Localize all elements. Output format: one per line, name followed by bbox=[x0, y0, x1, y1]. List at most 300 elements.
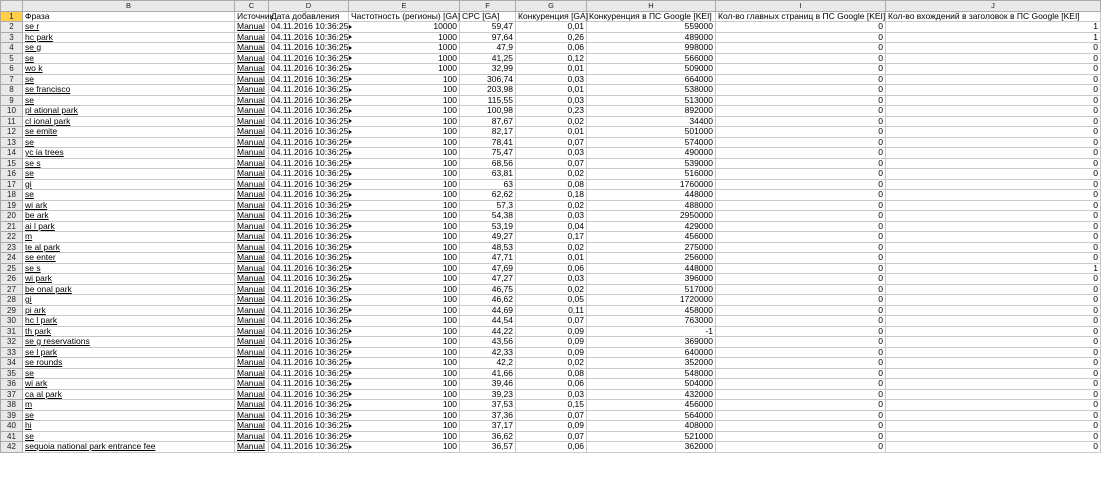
frequency-cell[interactable]: 100 bbox=[349, 148, 460, 159]
phrase-cell[interactable]: te al park bbox=[23, 242, 235, 253]
date-cell[interactable]: 04.11.2016 10:36:25 bbox=[269, 85, 349, 96]
source-cell[interactable]: Manual bbox=[235, 431, 269, 442]
frequency-cell[interactable]: 100 bbox=[349, 284, 460, 295]
date-cell[interactable]: 04.11.2016 10:36:25 bbox=[269, 421, 349, 432]
main-pages-cell[interactable]: 0 bbox=[716, 421, 886, 432]
google-competition-cell[interactable]: 539000 bbox=[587, 158, 716, 169]
phrase-cell[interactable]: se g bbox=[23, 43, 235, 54]
competition-cell[interactable]: 0,15 bbox=[516, 400, 587, 411]
frequency-cell[interactable]: 100 bbox=[349, 316, 460, 327]
title-occurrences-cell[interactable]: 0 bbox=[886, 358, 1101, 369]
title-occurrences-cell[interactable]: 0 bbox=[886, 316, 1101, 327]
column-header-i[interactable]: I bbox=[716, 1, 886, 12]
source-cell[interactable]: Manual bbox=[235, 53, 269, 64]
competition-cell[interactable]: 0,01 bbox=[516, 85, 587, 96]
title-occurrences-cell[interactable]: 0 bbox=[886, 400, 1101, 411]
cpc-cell[interactable]: 62,62 bbox=[460, 190, 516, 201]
row-number[interactable]: 40 bbox=[1, 421, 23, 432]
cpc-cell[interactable]: 63,81 bbox=[460, 169, 516, 180]
competition-cell[interactable]: 0,02 bbox=[516, 200, 587, 211]
cpc-cell[interactable]: 44,69 bbox=[460, 305, 516, 316]
main-pages-cell[interactable]: 0 bbox=[716, 326, 886, 337]
frequency-cell[interactable]: 1000 bbox=[349, 43, 460, 54]
date-cell[interactable]: 04.11.2016 10:36:25 bbox=[269, 347, 349, 358]
title-occurrences-cell[interactable]: 0 bbox=[886, 158, 1101, 169]
row-number[interactable]: 15 bbox=[1, 158, 23, 169]
frequency-cell[interactable]: 10000 bbox=[349, 22, 460, 33]
row-number[interactable]: 8 bbox=[1, 85, 23, 96]
frequency-cell[interactable]: 100 bbox=[349, 158, 460, 169]
phrase-cell[interactable]: wo k bbox=[23, 64, 235, 75]
row-number[interactable]: 7 bbox=[1, 74, 23, 85]
phrase-cell[interactable]: pl ational park bbox=[23, 106, 235, 117]
phrase-cell[interactable]: be ark bbox=[23, 211, 235, 222]
google-competition-cell[interactable]: 559000 bbox=[587, 22, 716, 33]
phrase-cell[interactable]: wi park bbox=[23, 274, 235, 285]
frequency-cell[interactable]: 100 bbox=[349, 74, 460, 85]
date-cell[interactable]: 04.11.2016 10:36:25 bbox=[269, 389, 349, 400]
frequency-cell[interactable]: 100 bbox=[349, 127, 460, 138]
cpc-cell[interactable]: 36,57 bbox=[460, 442, 516, 453]
google-competition-cell[interactable]: 432000 bbox=[587, 389, 716, 400]
google-competition-cell[interactable]: 548000 bbox=[587, 368, 716, 379]
frequency-cell[interactable]: 100 bbox=[349, 190, 460, 201]
title-occurrences-cell[interactable]: 0 bbox=[886, 43, 1101, 54]
column-header-b[interactable]: B bbox=[23, 1, 235, 12]
row-number[interactable]: 27 bbox=[1, 284, 23, 295]
google-competition-cell[interactable]: -1 bbox=[587, 326, 716, 337]
google-competition-cell[interactable]: 490000 bbox=[587, 148, 716, 159]
competition-cell[interactable]: 0,07 bbox=[516, 410, 587, 421]
phrase-cell[interactable]: se bbox=[23, 169, 235, 180]
row-number[interactable]: 34 bbox=[1, 358, 23, 369]
cpc-cell[interactable]: 57,3 bbox=[460, 200, 516, 211]
source-cell[interactable]: Manual bbox=[235, 295, 269, 306]
phrase-cell[interactable]: se rounds bbox=[23, 358, 235, 369]
source-cell[interactable]: Manual bbox=[235, 326, 269, 337]
column-header-g[interactable]: G bbox=[516, 1, 587, 12]
column-header-j[interactable]: J bbox=[886, 1, 1101, 12]
frequency-cell[interactable]: 1000 bbox=[349, 64, 460, 75]
row-number[interactable]: 25 bbox=[1, 263, 23, 274]
frequency-cell[interactable]: 100 bbox=[349, 95, 460, 106]
phrase-cell[interactable]: se francisco bbox=[23, 85, 235, 96]
frequency-cell[interactable]: 100 bbox=[349, 85, 460, 96]
title-occurrences-cell[interactable]: 0 bbox=[886, 64, 1101, 75]
competition-cell[interactable]: 0,02 bbox=[516, 169, 587, 180]
title-occurrences-cell[interactable]: 0 bbox=[886, 389, 1101, 400]
date-cell[interactable]: 04.11.2016 10:36:25 bbox=[269, 326, 349, 337]
row-number[interactable]: 35 bbox=[1, 368, 23, 379]
google-competition-cell[interactable]: 1720000 bbox=[587, 295, 716, 306]
google-competition-cell[interactable]: 369000 bbox=[587, 337, 716, 348]
date-cell[interactable]: 04.11.2016 10:36:25 bbox=[269, 221, 349, 232]
google-competition-cell[interactable]: 513000 bbox=[587, 95, 716, 106]
header-cell-frequency[interactable]: Частотность (регионы) [GA] bbox=[349, 11, 460, 22]
google-competition-cell[interactable]: 256000 bbox=[587, 253, 716, 264]
main-pages-cell[interactable]: 0 bbox=[716, 137, 886, 148]
main-pages-cell[interactable]: 0 bbox=[716, 232, 886, 243]
main-pages-cell[interactable]: 0 bbox=[716, 431, 886, 442]
title-occurrences-cell[interactable]: 0 bbox=[886, 379, 1101, 390]
date-cell[interactable]: 04.11.2016 10:36:25 bbox=[269, 179, 349, 190]
cpc-cell[interactable]: 54,38 bbox=[460, 211, 516, 222]
cpc-cell[interactable]: 42,33 bbox=[460, 347, 516, 358]
cpc-cell[interactable]: 115,55 bbox=[460, 95, 516, 106]
main-pages-cell[interactable]: 0 bbox=[716, 211, 886, 222]
row-number[interactable]: 41 bbox=[1, 431, 23, 442]
phrase-cell[interactable]: se bbox=[23, 95, 235, 106]
source-cell[interactable]: Manual bbox=[235, 410, 269, 421]
main-pages-cell[interactable]: 0 bbox=[716, 32, 886, 43]
row-number[interactable]: 12 bbox=[1, 127, 23, 138]
title-occurrences-cell[interactable]: 0 bbox=[886, 211, 1101, 222]
date-cell[interactable]: 04.11.2016 10:36:25 bbox=[269, 274, 349, 285]
google-competition-cell[interactable]: 640000 bbox=[587, 347, 716, 358]
main-pages-cell[interactable]: 0 bbox=[716, 400, 886, 411]
row-number[interactable]: 4 bbox=[1, 43, 23, 54]
date-cell[interactable]: 04.11.2016 10:36:25 bbox=[269, 316, 349, 327]
title-occurrences-cell[interactable]: 0 bbox=[886, 242, 1101, 253]
row-number[interactable]: 18 bbox=[1, 190, 23, 201]
main-pages-cell[interactable]: 0 bbox=[716, 389, 886, 400]
frequency-cell[interactable]: 100 bbox=[349, 274, 460, 285]
title-occurrences-cell[interactable]: 0 bbox=[886, 106, 1101, 117]
google-competition-cell[interactable]: 456000 bbox=[587, 232, 716, 243]
source-cell[interactable]: Manual bbox=[235, 400, 269, 411]
main-pages-cell[interactable]: 0 bbox=[716, 410, 886, 421]
title-occurrences-cell[interactable]: 0 bbox=[886, 200, 1101, 211]
source-cell[interactable]: Manual bbox=[235, 64, 269, 75]
main-pages-cell[interactable]: 0 bbox=[716, 190, 886, 201]
phrase-cell[interactable]: se bbox=[23, 410, 235, 421]
row-number[interactable]: 1 bbox=[1, 11, 23, 22]
cpc-cell[interactable]: 36,62 bbox=[460, 431, 516, 442]
row-number[interactable]: 16 bbox=[1, 169, 23, 180]
main-pages-cell[interactable]: 0 bbox=[716, 74, 886, 85]
cpc-cell[interactable]: 49,27 bbox=[460, 232, 516, 243]
source-cell[interactable]: Manual bbox=[235, 95, 269, 106]
source-cell[interactable]: Manual bbox=[235, 284, 269, 295]
competition-cell[interactable]: 0,09 bbox=[516, 326, 587, 337]
date-cell[interactable]: 04.11.2016 10:36:25 bbox=[269, 74, 349, 85]
main-pages-cell[interactable]: 0 bbox=[716, 305, 886, 316]
google-competition-cell[interactable]: 448000 bbox=[587, 190, 716, 201]
header-cell-cpc[interactable]: CPC [GA] bbox=[460, 11, 516, 22]
frequency-cell[interactable]: 100 bbox=[349, 232, 460, 243]
phrase-cell[interactable]: se bbox=[23, 74, 235, 85]
source-cell[interactable]: Manual bbox=[235, 379, 269, 390]
frequency-cell[interactable]: 1000 bbox=[349, 32, 460, 43]
row-number[interactable]: 42 bbox=[1, 442, 23, 453]
phrase-cell[interactable]: gi bbox=[23, 179, 235, 190]
main-pages-cell[interactable]: 0 bbox=[716, 368, 886, 379]
google-competition-cell[interactable]: 2950000 bbox=[587, 211, 716, 222]
google-competition-cell[interactable]: 566000 bbox=[587, 53, 716, 64]
frequency-cell[interactable]: 100 bbox=[349, 389, 460, 400]
date-cell[interactable]: 04.11.2016 10:36:25 bbox=[269, 263, 349, 274]
cpc-cell[interactable]: 82,17 bbox=[460, 127, 516, 138]
frequency-cell[interactable]: 100 bbox=[349, 431, 460, 442]
title-occurrences-cell[interactable]: 0 bbox=[886, 137, 1101, 148]
main-pages-cell[interactable]: 0 bbox=[716, 53, 886, 64]
source-cell[interactable]: Manual bbox=[235, 116, 269, 127]
competition-cell[interactable]: 0,12 bbox=[516, 53, 587, 64]
main-pages-cell[interactable]: 0 bbox=[716, 221, 886, 232]
cpc-cell[interactable]: 47,71 bbox=[460, 253, 516, 264]
frequency-cell[interactable]: 100 bbox=[349, 137, 460, 148]
title-occurrences-cell[interactable]: 0 bbox=[886, 431, 1101, 442]
main-pages-cell[interactable]: 0 bbox=[716, 295, 886, 306]
phrase-cell[interactable]: hi bbox=[23, 421, 235, 432]
google-competition-cell[interactable]: 1760000 bbox=[587, 179, 716, 190]
competition-cell[interactable]: 0,09 bbox=[516, 337, 587, 348]
row-number[interactable]: 23 bbox=[1, 242, 23, 253]
phrase-cell[interactable]: se r bbox=[23, 22, 235, 33]
cpc-cell[interactable]: 306,74 bbox=[460, 74, 516, 85]
competition-cell[interactable]: 0,06 bbox=[516, 43, 587, 54]
select-all-corner[interactable] bbox=[1, 1, 23, 12]
date-cell[interactable]: 04.11.2016 10:36:25 bbox=[269, 284, 349, 295]
title-occurrences-cell[interactable]: 0 bbox=[886, 221, 1101, 232]
competition-cell[interactable]: 0,05 bbox=[516, 295, 587, 306]
row-number[interactable]: 36 bbox=[1, 379, 23, 390]
date-cell[interactable]: 04.11.2016 10:36:25 bbox=[269, 32, 349, 43]
date-cell[interactable]: 04.11.2016 10:36:25 bbox=[269, 431, 349, 442]
main-pages-cell[interactable]: 0 bbox=[716, 64, 886, 75]
source-cell[interactable]: Manual bbox=[235, 200, 269, 211]
date-cell[interactable]: 04.11.2016 10:36:25 bbox=[269, 95, 349, 106]
cpc-cell[interactable]: 203,98 bbox=[460, 85, 516, 96]
header-cell-date[interactable]: Дата добавления bbox=[269, 11, 349, 22]
date-cell[interactable]: 04.11.2016 10:36:25 bbox=[269, 442, 349, 453]
title-occurrences-cell[interactable]: 0 bbox=[886, 95, 1101, 106]
competition-cell[interactable]: 0,03 bbox=[516, 74, 587, 85]
title-occurrences-cell[interactable]: 0 bbox=[886, 368, 1101, 379]
source-cell[interactable]: Manual bbox=[235, 242, 269, 253]
frequency-cell[interactable]: 100 bbox=[349, 358, 460, 369]
competition-cell[interactable]: 0,02 bbox=[516, 358, 587, 369]
title-occurrences-cell[interactable]: 0 bbox=[886, 284, 1101, 295]
main-pages-cell[interactable]: 0 bbox=[716, 347, 886, 358]
main-pages-cell[interactable]: 0 bbox=[716, 22, 886, 33]
date-cell[interactable]: 04.11.2016 10:36:25 bbox=[269, 400, 349, 411]
phrase-cell[interactable]: ai l park bbox=[23, 221, 235, 232]
cpc-cell[interactable]: 41,25 bbox=[460, 53, 516, 64]
frequency-cell[interactable]: 100 bbox=[349, 368, 460, 379]
frequency-cell[interactable]: 100 bbox=[349, 347, 460, 358]
row-number[interactable]: 6 bbox=[1, 64, 23, 75]
title-occurrences-cell[interactable]: 0 bbox=[886, 127, 1101, 138]
title-occurrences-cell[interactable]: 0 bbox=[886, 74, 1101, 85]
column-header-e[interactable]: E bbox=[349, 1, 460, 12]
competition-cell[interactable]: 0,01 bbox=[516, 22, 587, 33]
source-cell[interactable]: Manual bbox=[235, 211, 269, 222]
date-cell[interactable]: 04.11.2016 10:36:25 bbox=[269, 410, 349, 421]
frequency-cell[interactable]: 100 bbox=[349, 116, 460, 127]
date-cell[interactable]: 04.11.2016 10:36:25 bbox=[269, 200, 349, 211]
competition-cell[interactable]: 0,03 bbox=[516, 274, 587, 285]
title-occurrences-cell[interactable]: 0 bbox=[886, 169, 1101, 180]
competition-cell[interactable]: 0,04 bbox=[516, 221, 587, 232]
frequency-cell[interactable]: 100 bbox=[349, 379, 460, 390]
title-occurrences-cell[interactable]: 0 bbox=[886, 326, 1101, 337]
date-cell[interactable]: 04.11.2016 10:36:25 bbox=[269, 53, 349, 64]
title-occurrences-cell[interactable]: 0 bbox=[886, 347, 1101, 358]
competition-cell[interactable]: 0,23 bbox=[516, 106, 587, 117]
row-number[interactable]: 11 bbox=[1, 116, 23, 127]
main-pages-cell[interactable]: 0 bbox=[716, 106, 886, 117]
frequency-cell[interactable]: 100 bbox=[349, 326, 460, 337]
date-cell[interactable]: 04.11.2016 10:36:25 bbox=[269, 169, 349, 180]
google-competition-cell[interactable]: 275000 bbox=[587, 242, 716, 253]
competition-cell[interactable]: 0,03 bbox=[516, 211, 587, 222]
main-pages-cell[interactable]: 0 bbox=[716, 169, 886, 180]
date-cell[interactable]: 04.11.2016 10:36:25 bbox=[269, 116, 349, 127]
header-cell-competition[interactable]: Конкуренция [GA] bbox=[516, 11, 587, 22]
date-cell[interactable]: 04.11.2016 10:36:25 bbox=[269, 242, 349, 253]
phrase-cell[interactable]: be onal park bbox=[23, 284, 235, 295]
frequency-cell[interactable]: 100 bbox=[349, 169, 460, 180]
phrase-cell[interactable]: se s bbox=[23, 263, 235, 274]
google-competition-cell[interactable]: 489000 bbox=[587, 32, 716, 43]
cpc-cell[interactable]: 39,46 bbox=[460, 379, 516, 390]
main-pages-cell[interactable]: 0 bbox=[716, 263, 886, 274]
competition-cell[interactable]: 0,06 bbox=[516, 379, 587, 390]
row-number[interactable]: 14 bbox=[1, 148, 23, 159]
row-number[interactable]: 29 bbox=[1, 305, 23, 316]
phrase-cell[interactable]: se bbox=[23, 137, 235, 148]
source-cell[interactable]: Manual bbox=[235, 127, 269, 138]
main-pages-cell[interactable]: 0 bbox=[716, 274, 886, 285]
cpc-cell[interactable]: 47,9 bbox=[460, 43, 516, 54]
google-competition-cell[interactable]: 488000 bbox=[587, 200, 716, 211]
row-number[interactable]: 24 bbox=[1, 253, 23, 264]
date-cell[interactable]: 04.11.2016 10:36:25 bbox=[269, 211, 349, 222]
competition-cell[interactable]: 0,07 bbox=[516, 431, 587, 442]
cpc-cell[interactable]: 53,19 bbox=[460, 221, 516, 232]
phrase-cell[interactable]: hc park bbox=[23, 32, 235, 43]
frequency-cell[interactable]: 100 bbox=[349, 106, 460, 117]
cpc-cell[interactable]: 44,22 bbox=[460, 326, 516, 337]
source-cell[interactable]: Manual bbox=[235, 158, 269, 169]
source-cell[interactable]: Manual bbox=[235, 148, 269, 159]
cpc-cell[interactable]: 87,67 bbox=[460, 116, 516, 127]
main-pages-cell[interactable]: 0 bbox=[716, 85, 886, 96]
main-pages-cell[interactable]: 0 bbox=[716, 116, 886, 127]
source-cell[interactable]: Manual bbox=[235, 221, 269, 232]
competition-cell[interactable]: 0,07 bbox=[516, 158, 587, 169]
source-cell[interactable]: Manual bbox=[235, 389, 269, 400]
phrase-cell[interactable]: se bbox=[23, 431, 235, 442]
main-pages-cell[interactable]: 0 bbox=[716, 253, 886, 264]
date-cell[interactable]: 04.11.2016 10:36:25 bbox=[269, 368, 349, 379]
source-cell[interactable]: Manual bbox=[235, 358, 269, 369]
date-cell[interactable]: 04.11.2016 10:36:25 bbox=[269, 305, 349, 316]
header-cell-phrase[interactable]: Фраза bbox=[23, 11, 235, 22]
frequency-cell[interactable]: 100 bbox=[349, 400, 460, 411]
source-cell[interactable]: Manual bbox=[235, 263, 269, 274]
row-number[interactable]: 19 bbox=[1, 200, 23, 211]
title-occurrences-cell[interactable]: 0 bbox=[886, 305, 1101, 316]
google-competition-cell[interactable]: 564000 bbox=[587, 410, 716, 421]
title-occurrences-cell[interactable]: 0 bbox=[886, 85, 1101, 96]
cpc-cell[interactable]: 46,75 bbox=[460, 284, 516, 295]
cpc-cell[interactable]: 78,41 bbox=[460, 137, 516, 148]
frequency-cell[interactable]: 100 bbox=[349, 242, 460, 253]
main-pages-cell[interactable]: 0 bbox=[716, 148, 886, 159]
google-competition-cell[interactable]: 456000 bbox=[587, 400, 716, 411]
competition-cell[interactable]: 0,03 bbox=[516, 95, 587, 106]
google-competition-cell[interactable]: 408000 bbox=[587, 421, 716, 432]
title-occurrences-cell[interactable]: 0 bbox=[886, 53, 1101, 64]
frequency-cell[interactable]: 100 bbox=[349, 442, 460, 453]
competition-cell[interactable]: 0,07 bbox=[516, 316, 587, 327]
title-occurrences-cell[interactable]: 0 bbox=[886, 148, 1101, 159]
cpc-cell[interactable]: 59,47 bbox=[460, 22, 516, 33]
header-cell-title-occurrences[interactable]: Кол-во вхождений в заголовок в ПС Google [KEI] bbox=[886, 11, 1101, 22]
main-pages-cell[interactable]: 0 bbox=[716, 158, 886, 169]
google-competition-cell[interactable]: 362000 bbox=[587, 442, 716, 453]
competition-cell[interactable]: 0,03 bbox=[516, 389, 587, 400]
competition-cell[interactable]: 0,02 bbox=[516, 116, 587, 127]
row-number[interactable]: 5 bbox=[1, 53, 23, 64]
row-number[interactable]: 26 bbox=[1, 274, 23, 285]
source-cell[interactable]: Manual bbox=[235, 368, 269, 379]
column-header-c[interactable]: C bbox=[235, 1, 269, 12]
competition-cell[interactable]: 0,09 bbox=[516, 347, 587, 358]
competition-cell[interactable]: 0,02 bbox=[516, 242, 587, 253]
row-number[interactable]: 37 bbox=[1, 389, 23, 400]
source-cell[interactable]: Manual bbox=[235, 106, 269, 117]
cpc-cell[interactable]: 48,53 bbox=[460, 242, 516, 253]
main-pages-cell[interactable]: 0 bbox=[716, 442, 886, 453]
date-cell[interactable]: 04.11.2016 10:36:25 bbox=[269, 379, 349, 390]
frequency-cell[interactable]: 100 bbox=[349, 305, 460, 316]
source-cell[interactable]: Manual bbox=[235, 253, 269, 264]
source-cell[interactable]: Manual bbox=[235, 305, 269, 316]
source-cell[interactable]: Manual bbox=[235, 179, 269, 190]
google-competition-cell[interactable]: 509000 bbox=[587, 64, 716, 75]
title-occurrences-cell[interactable]: 0 bbox=[886, 179, 1101, 190]
google-competition-cell[interactable]: 429000 bbox=[587, 221, 716, 232]
phrase-cell[interactable]: th park bbox=[23, 326, 235, 337]
date-cell[interactable]: 04.11.2016 10:36:25 bbox=[269, 106, 349, 117]
source-cell[interactable]: Manual bbox=[235, 274, 269, 285]
competition-cell[interactable]: 0,26 bbox=[516, 32, 587, 43]
phrase-cell[interactable]: se enter bbox=[23, 253, 235, 264]
date-cell[interactable]: 04.11.2016 10:36:25 bbox=[269, 158, 349, 169]
source-cell[interactable]: Manual bbox=[235, 316, 269, 327]
main-pages-cell[interactable]: 0 bbox=[716, 200, 886, 211]
main-pages-cell[interactable]: 0 bbox=[716, 379, 886, 390]
cpc-cell[interactable]: 46,62 bbox=[460, 295, 516, 306]
phrase-cell[interactable]: wi ark bbox=[23, 200, 235, 211]
row-number[interactable]: 22 bbox=[1, 232, 23, 243]
header-cell-source[interactable]: Источник bbox=[235, 11, 269, 22]
cpc-cell[interactable]: 47,69 bbox=[460, 263, 516, 274]
title-occurrences-cell[interactable]: 0 bbox=[886, 295, 1101, 306]
competition-cell[interactable]: 0,06 bbox=[516, 442, 587, 453]
competition-cell[interactable]: 0,08 bbox=[516, 179, 587, 190]
frequency-cell[interactable]: 100 bbox=[349, 179, 460, 190]
frequency-cell[interactable]: 100 bbox=[349, 211, 460, 222]
main-pages-cell[interactable]: 0 bbox=[716, 242, 886, 253]
competition-cell[interactable]: 0,01 bbox=[516, 253, 587, 264]
source-cell[interactable]: Manual bbox=[235, 85, 269, 96]
phrase-cell[interactable]: hc l park bbox=[23, 316, 235, 327]
google-competition-cell[interactable]: 396000 bbox=[587, 274, 716, 285]
